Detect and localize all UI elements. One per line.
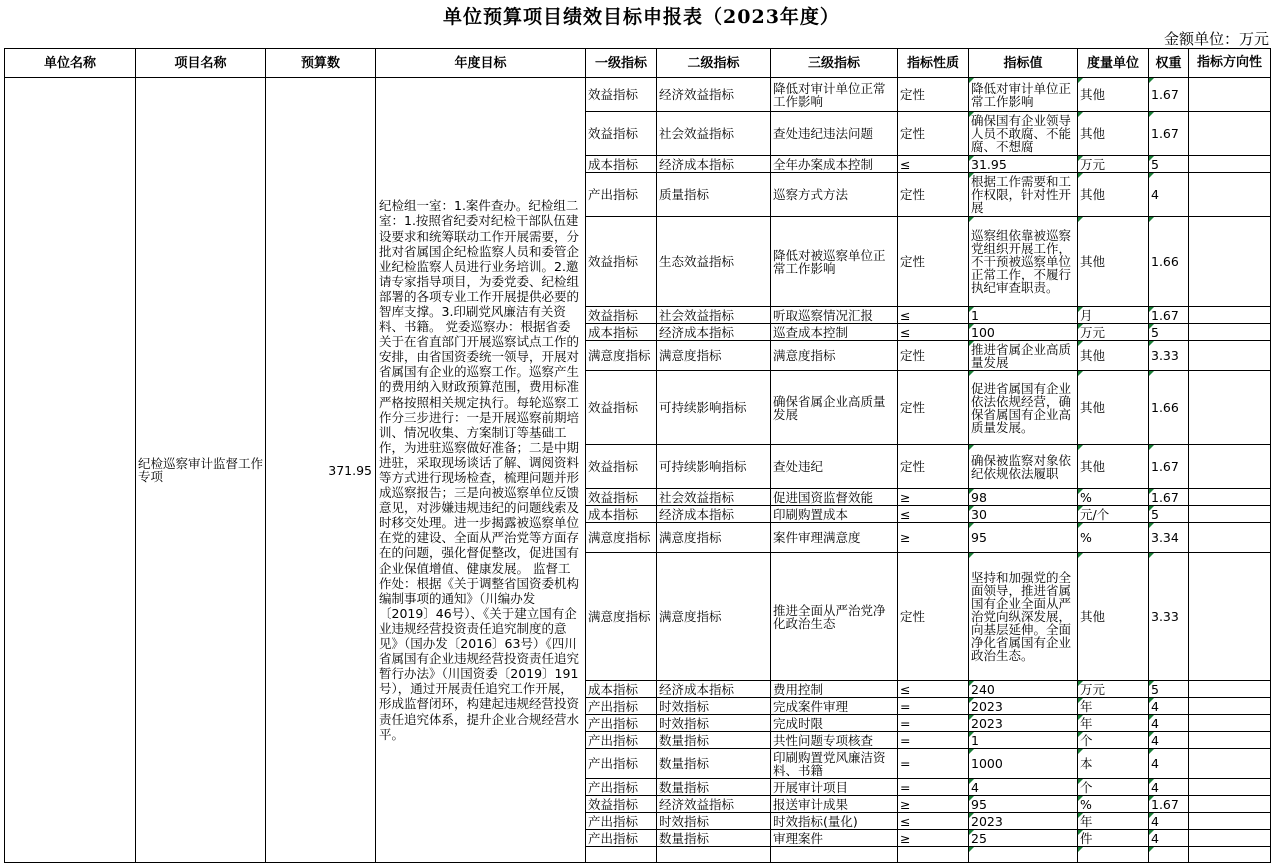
measure-unit: % (1078, 523, 1149, 553)
measure-unit: 其他 (1078, 217, 1149, 307)
level2-indicator: 可持续影响指标 (657, 445, 771, 489)
indicator-nature: 定性 (898, 173, 969, 217)
level1-indicator: 满意度指标 (586, 553, 657, 681)
indicator-nature: 定性 (898, 112, 969, 156)
level2-indicator: 社会效益指标 (657, 112, 771, 156)
level2-indicator: 经济成本指标 (657, 506, 771, 523)
indicator-direction (1189, 715, 1271, 732)
level3-indicator: 完成案件审理 (771, 698, 898, 715)
measure-unit: 件 (1078, 830, 1149, 847)
measure-unit: 其他 (1078, 173, 1149, 217)
weight: 5 (1149, 156, 1189, 173)
indicator-direction (1189, 217, 1271, 307)
weight: 4 (1149, 779, 1189, 796)
indicator-nature: ≤ (898, 506, 969, 523)
weight: 1.67 (1149, 112, 1189, 156)
measure-unit: 其他 (1078, 341, 1149, 371)
level1-indicator (586, 847, 657, 863)
indicator-value: 95 (969, 796, 1078, 813)
indicator-direction (1189, 371, 1271, 445)
indicator-direction (1189, 813, 1271, 830)
amount-unit-label: 金额单位：万元 (1163, 30, 1269, 48)
indicator-value (969, 847, 1078, 863)
indicator-value: 确保被监察对象依纪依规依法履职 (969, 445, 1078, 489)
weight: 1.67 (1149, 78, 1189, 112)
level3-indicator (771, 847, 898, 863)
level2-indicator: 社会效益指标 (657, 307, 771, 324)
indicator-direction (1189, 796, 1271, 813)
level1-indicator: 满意度指标 (586, 523, 657, 553)
level1-indicator: 产出指标 (586, 749, 657, 779)
weight: 4 (1149, 749, 1189, 779)
measure-unit: % (1078, 796, 1149, 813)
level2-indicator: 经济效益指标 (657, 78, 771, 112)
indicator-direction (1189, 173, 1271, 217)
level1-indicator: 满意度指标 (586, 341, 657, 371)
level3-indicator: 开展审计项目 (771, 779, 898, 796)
level3-indicator: 查处违纪 (771, 445, 898, 489)
level2-indicator: 数量指标 (657, 732, 771, 749)
indicator-value: 促进省属国有企业依法依规经营，确保省属国有企业高质量发展。 (969, 371, 1078, 445)
level2-indicator: 质量指标 (657, 173, 771, 217)
measure-unit: 万元 (1078, 156, 1149, 173)
level3-indicator: 印刷购置成本 (771, 506, 898, 523)
indicator-value: 巡察组依靠被巡察党组织开展工作，不干预被巡察单位正常工作，不履行执纪审查职责。 (969, 217, 1078, 307)
indicator-direction (1189, 698, 1271, 715)
header-cell: 指标方向性 (1189, 49, 1271, 78)
level2-indicator: 数量指标 (657, 779, 771, 796)
level1-indicator: 效益指标 (586, 217, 657, 307)
header-cell: 指标值 (969, 49, 1078, 78)
weight (1149, 847, 1189, 863)
indicator-nature: = (898, 698, 969, 715)
header-cell: 项目名称 (136, 49, 266, 78)
indicator-value: 25 (969, 830, 1078, 847)
header-cell: 年度目标 (376, 49, 586, 78)
level1-indicator: 效益指标 (586, 445, 657, 489)
header-row (5, 49, 1271, 78)
weight: 5 (1149, 681, 1189, 698)
level3-indicator: 巡察方式方法 (771, 173, 898, 217)
level3-indicator: 报送审计成果 (771, 796, 898, 813)
level2-indicator: 满意度指标 (657, 523, 771, 553)
indicator-value: 降低对审计单位正常工作影响 (969, 78, 1078, 112)
level2-indicator: 经济成本指标 (657, 681, 771, 698)
weight: 1.66 (1149, 217, 1189, 307)
unit-name-cell (5, 78, 136, 863)
level1-indicator: 产出指标 (586, 830, 657, 847)
indicator-direction (1189, 112, 1271, 156)
measure-unit: 个 (1078, 779, 1149, 796)
measure-unit: % (1078, 489, 1149, 506)
indicator-direction (1189, 553, 1271, 681)
indicator-direction (1189, 307, 1271, 324)
indicator-direction (1189, 681, 1271, 698)
indicator-nature: ≥ (898, 489, 969, 506)
indicator-value: 1 (969, 307, 1078, 324)
indicator-direction (1189, 445, 1271, 489)
level1-indicator: 效益指标 (586, 78, 657, 112)
measure-unit: 年 (1078, 698, 1149, 715)
indicator-nature: = (898, 779, 969, 796)
indicator-direction (1189, 78, 1271, 112)
level3-indicator: 满意度指标 (771, 341, 898, 371)
indicator-value: 95 (969, 523, 1078, 553)
indicator-nature: ≤ (898, 813, 969, 830)
indicator-nature: ≤ (898, 307, 969, 324)
indicator-nature: ≥ (898, 523, 969, 553)
measure-unit: 万元 (1078, 681, 1149, 698)
level1-indicator: 效益指标 (586, 371, 657, 445)
level3-indicator: 巡查成本控制 (771, 324, 898, 341)
weight: 4 (1149, 732, 1189, 749)
level1-indicator: 成本指标 (586, 324, 657, 341)
level1-indicator: 成本指标 (586, 506, 657, 523)
indicator-direction (1189, 523, 1271, 553)
weight: 1.67 (1149, 445, 1189, 489)
level1-indicator: 产出指标 (586, 698, 657, 715)
indicator-direction (1189, 830, 1271, 847)
level3-indicator: 查处违纪违法问题 (771, 112, 898, 156)
weight: 5 (1149, 324, 1189, 341)
level1-indicator: 产出指标 (586, 779, 657, 796)
level1-indicator: 成本指标 (586, 156, 657, 173)
indicator-nature: 定性 (898, 217, 969, 307)
level2-indicator: 满意度指标 (657, 553, 771, 681)
indicator-nature: 定性 (898, 371, 969, 445)
measure-unit (1078, 847, 1149, 863)
indicator-value: 2023 (969, 715, 1078, 732)
indicator-nature: = (898, 749, 969, 779)
level1-indicator: 产出指标 (586, 715, 657, 732)
indicator-value: 2023 (969, 698, 1078, 715)
indicator-nature: = (898, 732, 969, 749)
level2-indicator: 可持续影响指标 (657, 371, 771, 445)
level3-indicator: 推进全面从严治党净化政治生态 (771, 553, 898, 681)
indicator-direction (1189, 732, 1271, 749)
indicator-value: 30 (969, 506, 1078, 523)
page-title: 单位预算项目绩效目标申报表（2023年度） (443, 6, 840, 28)
level1-indicator: 效益指标 (586, 307, 657, 324)
measure-unit: 月 (1078, 307, 1149, 324)
weight: 3.33 (1149, 341, 1189, 371)
level1-indicator: 产出指标 (586, 813, 657, 830)
measure-unit: 万元 (1078, 324, 1149, 341)
level1-indicator: 产出指标 (586, 732, 657, 749)
weight: 3.34 (1149, 523, 1189, 553)
level3-indicator: 确保省属企业高质量发展 (771, 371, 898, 445)
measure-unit: 其他 (1078, 445, 1149, 489)
level2-indicator: 经济成本指标 (657, 156, 771, 173)
level3-indicator: 时效指标(量化) (771, 813, 898, 830)
header-cell: 单位名称 (5, 49, 136, 78)
indicator-nature: 定性 (898, 553, 969, 681)
weight: 1.66 (1149, 371, 1189, 445)
level1-indicator: 成本指标 (586, 681, 657, 698)
weight: 3.33 (1149, 553, 1189, 681)
indicator-value: 31.95 (969, 156, 1078, 173)
level2-indicator: 时效指标 (657, 715, 771, 732)
measure-unit: 本 (1078, 749, 1149, 779)
indicator-direction (1189, 156, 1271, 173)
measure-unit: 个 (1078, 732, 1149, 749)
weight: 4 (1149, 698, 1189, 715)
indicator-nature (898, 847, 969, 863)
level3-indicator: 共性问题专项核查 (771, 732, 898, 749)
measure-unit: 元/个 (1078, 506, 1149, 523)
weight: 4 (1149, 715, 1189, 732)
weight: 1.67 (1149, 307, 1189, 324)
level2-indicator: 经济成本指标 (657, 324, 771, 341)
indicator-nature: 定性 (898, 445, 969, 489)
indicator-value: 推进省属企业高质量发展 (969, 341, 1078, 371)
level2-indicator: 时效指标 (657, 813, 771, 830)
indicator-value: 根据工作需要和工作权限，针对性开展 (969, 173, 1078, 217)
weight: 1.67 (1149, 796, 1189, 813)
indicator-direction (1189, 324, 1271, 341)
level3-indicator: 印刷购置党风廉洁资料、书籍 (771, 749, 898, 779)
level3-indicator: 降低对被巡察单位正常工作影响 (771, 217, 898, 307)
weight: 4 (1149, 813, 1189, 830)
indicator-nature: ≥ (898, 796, 969, 813)
indicator-value: 1000 (969, 749, 1078, 779)
weight: 4 (1149, 173, 1189, 217)
indicator-nature: = (898, 715, 969, 732)
indicator-nature: ≥ (898, 830, 969, 847)
header-cell: 预算数 (266, 49, 376, 78)
level2-indicator: 时效指标 (657, 698, 771, 715)
measure-unit: 其他 (1078, 553, 1149, 681)
header-cell: 指标性质 (898, 49, 969, 78)
indicator-value: 100 (969, 324, 1078, 341)
indicator-nature: ≤ (898, 156, 969, 173)
project-name-cell: 纪检巡察审计监督工作专项 (136, 78, 266, 863)
level2-indicator: 数量指标 (657, 830, 771, 847)
indicator-direction (1189, 847, 1271, 863)
indicator-direction (1189, 779, 1271, 796)
level1-indicator: 效益指标 (586, 489, 657, 506)
indicator-nature: ≤ (898, 324, 969, 341)
level2-indicator: 数量指标 (657, 749, 771, 779)
level1-indicator: 效益指标 (586, 112, 657, 156)
measure-unit: 其他 (1078, 78, 1149, 112)
annual-goal-cell: 纪检组一室：1.案件查办。纪检组二室：1.按照省纪委对纪检干部队伍建设要求和统筹联动工作开展需要，分批对省属国企纪检监察人员和委管企业纪检监察人员进行业务培训。2.邀请专家指导项目，为委党委、纪检组部署的各项专业工作开展提供必要的智库支撑。3.印刷党风廉洁有关资料、书籍。 党委巡察办：根据省委关于在省直部门开展巡察试点工作的安排，由省国资委统一领导，开展对省属国有企业的巡察工作。巡察产生的费用纳入财政预算范围，费用标准严格按照相关规定执行。每轮巡察工作分三步进行：一是开展巡察前期培训、情况收集、方案制订等基础工作，为进驻巡察做好准备；二是中期进驻，采取现场谈话了解、调阅资料等方式进行现场检查，梳理问题并形成巡察报告；三是向被巡察单位反馈意见，对涉嫌违规违纪的问题线索及时移交处理。进一步揭露被巡察单位在党的建设、全面从严治党等方面存在的问题，强化督促整改，促进国有企业保值增值、健康发展。 监督工作处：根据《关于调整省国资委机构编制事项的通知》（川编办发〔2019〕46号）、《关于建立国有企业违规经营投资责任追究制度的意见》（国办发〔2016〕63号）《四川省属国有企业违规经营投资责任追究暂行办法》（川国资委〔2019〕191号），通过开展责任追究工作开展，形成监督闭环，构建起违规经营投资责任追究体系，提升企业合规经营水平。 (376, 78, 586, 863)
indicator-value: 4 (969, 779, 1078, 796)
header-cell: 二级指标 (657, 49, 771, 78)
measure-unit: 其他 (1078, 112, 1149, 156)
indicator-value: 240 (969, 681, 1078, 698)
indicator-direction (1189, 341, 1271, 371)
weight: 5 (1149, 506, 1189, 523)
level2-indicator (657, 847, 771, 863)
level2-indicator: 社会效益指标 (657, 489, 771, 506)
indicator-direction (1189, 489, 1271, 506)
level3-indicator: 听取巡察情况汇报 (771, 307, 898, 324)
header-cell: 权重 (1149, 49, 1189, 78)
performance-table (4, 48, 1271, 863)
level3-indicator: 案件审理满意度 (771, 523, 898, 553)
level2-indicator: 满意度指标 (657, 341, 771, 371)
measure-unit: 年 (1078, 715, 1149, 732)
level2-indicator: 经济效益指标 (657, 796, 771, 813)
weight: 1.67 (1149, 489, 1189, 506)
level3-indicator: 全年办案成本控制 (771, 156, 898, 173)
indicator-value: 1 (969, 732, 1078, 749)
level3-indicator: 审理案件 (771, 830, 898, 847)
level3-indicator: 完成时限 (771, 715, 898, 732)
indicator-nature: 定性 (898, 341, 969, 371)
indicator-nature: ≤ (898, 681, 969, 698)
indicator-value: 2023 (969, 813, 1078, 830)
indicator-value: 确保国有企业领导人员不敢腐、不能腐、不想腐 (969, 112, 1078, 156)
level1-indicator: 产出指标 (586, 173, 657, 217)
budget-cell: 371.95 (266, 78, 376, 863)
indicator-direction (1189, 506, 1271, 523)
header-cell: 三级指标 (771, 49, 898, 78)
measure-unit: 年 (1078, 813, 1149, 830)
weight: 4 (1149, 830, 1189, 847)
indicator-nature: 定性 (898, 78, 969, 112)
level1-indicator: 效益指标 (586, 796, 657, 813)
level3-indicator: 降低对审计单位正常工作影响 (771, 78, 898, 112)
level3-indicator: 费用控制 (771, 681, 898, 698)
indicator-value: 98 (969, 489, 1078, 506)
header-cell: 一级指标 (586, 49, 657, 78)
indicator-direction (1189, 749, 1271, 779)
indicator-value: 坚持和加强党的全面领导，推进省属国有企业全面从严治党向纵深发展，向基层延伸。全面净化省属国有企业政治生态。 (969, 553, 1078, 681)
level2-indicator: 生态效益指标 (657, 217, 771, 307)
measure-unit: 其他 (1078, 371, 1149, 445)
header-cell: 度量单位 (1078, 49, 1149, 78)
level3-indicator: 促进国资监督效能 (771, 489, 898, 506)
table-row (5, 78, 1271, 112)
